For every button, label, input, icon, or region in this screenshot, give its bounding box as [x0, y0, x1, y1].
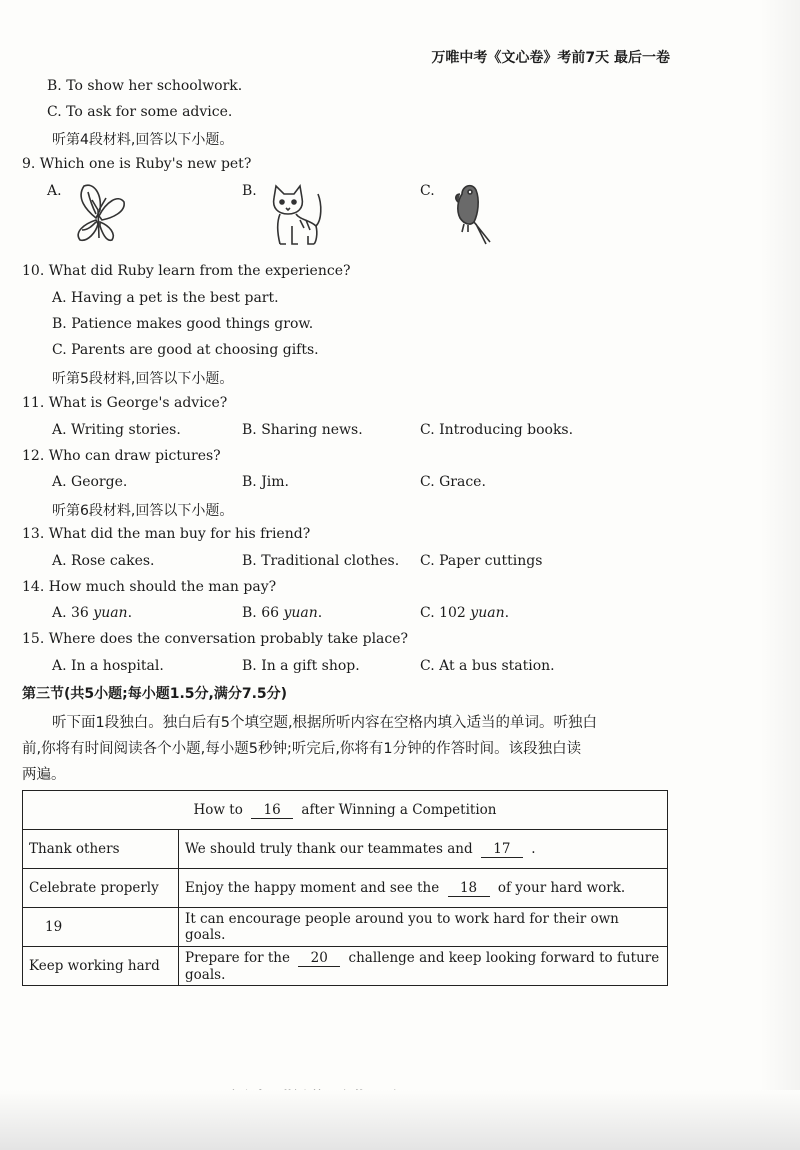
q12-option-b: B. Jim.	[242, 474, 290, 490]
section-6-instruction: 听第6段材料,回答以下小题。	[52, 503, 234, 519]
question-12: 12. Who can draw pictures?	[22, 448, 221, 464]
question-13: 13. What did the man buy for his friend?	[22, 526, 311, 542]
row-text-end: of your hard work.	[497, 879, 626, 896]
row-label: Keep working hard	[23, 947, 179, 986]
q12-option-a: A. George.	[52, 474, 128, 490]
row-text: We should truly thank our teammates and	[185, 840, 473, 857]
question-10: 10. What did Ruby learn from the experience?	[22, 263, 351, 279]
table-title-prefix: How to	[193, 801, 243, 818]
q14b-period: .	[317, 605, 323, 621]
question-15: 15. Where does the conversation probably take place?	[22, 631, 409, 647]
q9-label-a: A.	[47, 183, 62, 199]
row-text-end: challenge and keep looking forward to future goals.	[185, 949, 660, 983]
row-text-end: .	[531, 840, 536, 857]
part-3-instruction-line-1: 听下面1段独白。独白后有5个填空题,根据所听内容在空格内填入适当的单词。听独白	[52, 715, 598, 731]
parrot-icon	[446, 180, 502, 250]
part-3-instruction-line-2: 前,你将有时间阅读各个小题,每小题5秒钟;听完后,你将有1分钟的作答时间。该段独白读	[22, 741, 582, 757]
q11-option-c: C. Introducing books.	[420, 422, 574, 438]
q15-option-a: A. In a hospital.	[52, 658, 164, 674]
page-header: 万唯中考《文心卷》考前7天 最后一卷	[431, 50, 670, 66]
row-text: It can encourage people around you to work hard for their own goals.	[185, 911, 619, 943]
q10-option-c: C. Parents are good at choosing gifts.	[52, 342, 319, 358]
q14a-amount: A. 36	[52, 605, 89, 621]
q14c-period: .	[504, 605, 510, 621]
part-3-title: 第三节(共5小题;每小题1.5分,满分7.5分)	[22, 686, 288, 702]
q9-label-c: C.	[420, 183, 435, 199]
blank-16[interactable]: 16	[251, 802, 293, 819]
part-3-instruction-line-3: 两遍。	[22, 767, 66, 783]
q14b-amount: B. 66	[242, 605, 280, 621]
table-title-suffix: after Winning a Competition	[301, 801, 497, 818]
blank-18[interactable]: 18	[448, 880, 490, 897]
row-label: Thank others	[23, 830, 179, 869]
blank-20[interactable]: 20	[298, 950, 340, 967]
q12-option-c: C. Grace.	[420, 474, 486, 490]
row-content	[179, 830, 668, 869]
q10-option-b: B. Patience makes good things grow.	[52, 316, 314, 332]
row-content	[179, 947, 668, 986]
q13-option-c: C. Paper cuttings	[420, 553, 543, 569]
q11-option-b: B. Sharing news.	[242, 422, 363, 438]
q14a-period: .	[127, 605, 133, 621]
q14-option-b	[242, 605, 322, 621]
page-edge-shade	[760, 0, 800, 1150]
q14-option-c	[420, 605, 509, 621]
section-5-instruction: 听第5段材料,回答以下小题。	[52, 371, 234, 387]
question-9: 9. Which one is Ruby's new pet?	[22, 156, 252, 172]
table-row	[23, 947, 668, 986]
q13-option-a: A. Rose cakes.	[52, 553, 155, 569]
row-content	[179, 869, 668, 908]
page-bottom-shadow	[0, 1090, 800, 1150]
question-11: 11. What is George's advice?	[22, 395, 228, 411]
q14a-unit: yuan	[93, 605, 128, 621]
q9-label-b: B.	[242, 183, 257, 199]
q15-option-c: C. At a bus station.	[420, 658, 555, 674]
table-row	[23, 830, 668, 869]
table-row	[23, 908, 668, 947]
section-4-instruction: 听第4段材料,回答以下小题。	[52, 132, 234, 148]
blank-17[interactable]: 17	[481, 841, 523, 858]
row-text: Enjoy the happy moment and see the	[185, 879, 440, 896]
row-label: Celebrate properly	[23, 869, 179, 908]
q8-option-c: C. To ask for some advice.	[47, 104, 233, 120]
fill-in-table	[22, 790, 668, 986]
blank-19[interactable]: 19	[23, 908, 179, 947]
q15-option-b: B. In a gift shop.	[242, 658, 360, 674]
q14-option-a	[52, 605, 132, 621]
row-text: Prepare for the	[185, 949, 290, 966]
q14c-unit: yuan	[470, 605, 505, 621]
q14b-unit: yuan	[283, 605, 318, 621]
table-title	[23, 791, 668, 830]
q13-option-b: B. Traditional clothes.	[242, 553, 400, 569]
row-content	[179, 908, 668, 947]
table-row	[23, 869, 668, 908]
q14c-amount: C. 102	[420, 605, 466, 621]
q11-option-a: A. Writing stories.	[52, 422, 181, 438]
q10-option-a: A. Having a pet is the best part.	[52, 290, 279, 306]
question-14: 14. How much should the man pay?	[22, 579, 277, 595]
table-title-row	[23, 791, 668, 830]
cat-icon	[266, 180, 326, 250]
q8-option-b: B. To show her schoolwork.	[47, 78, 243, 94]
butterfly-icon	[66, 180, 130, 246]
